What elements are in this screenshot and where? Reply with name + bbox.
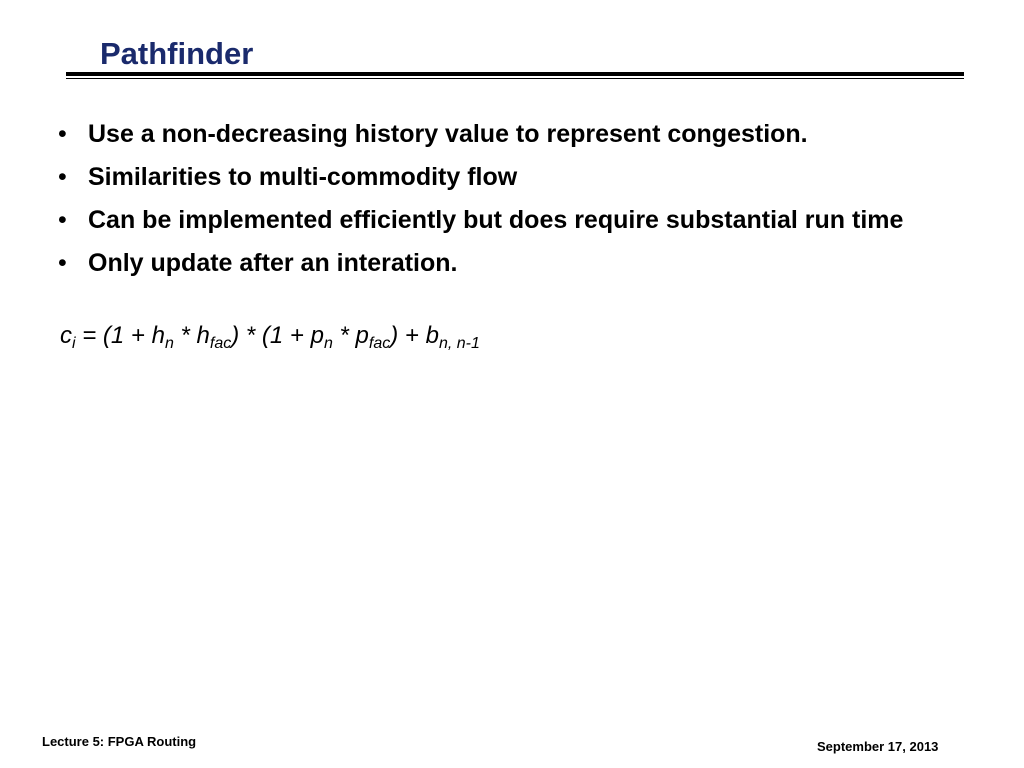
formula-part-mul2: * p (332, 322, 369, 349)
cost-formula (60, 318, 480, 362)
bullet-text: Similarities to multi-commodity flow (88, 163, 518, 191)
bullet-text: Can be implemented efficiently but does require substantial run time (88, 206, 904, 234)
bullet-icon: • (58, 249, 67, 277)
bullet-icon: • (58, 206, 67, 234)
footer-date: September 17, 2013 (817, 739, 939, 754)
formula-part-mul1: * h (173, 322, 210, 349)
formula-sub-end: n, n-1 (438, 335, 480, 352)
title-divider (66, 72, 964, 76)
formula-sub-fac2: fac (368, 335, 391, 352)
list-item (58, 114, 903, 157)
list-item (58, 200, 903, 243)
bullet-list (58, 114, 903, 286)
page-title: Pathfinder (100, 36, 254, 71)
formula-part-open: = (1 + h (75, 322, 165, 349)
formula-c: c (60, 322, 72, 349)
formula-sub-n1: n (164, 335, 174, 352)
list-item (58, 243, 903, 286)
formula-sub-n2: n (323, 335, 333, 352)
formula-sub-fac1: fac (209, 335, 232, 352)
footer-lecture: Lecture 5: FPGA Routing (42, 734, 197, 749)
list-item (58, 157, 903, 200)
title-divider-thin (66, 78, 964, 79)
bullet-icon: • (58, 120, 67, 148)
formula-sub-i: i (72, 335, 76, 352)
bullet-text: Use a non-decreasing history value to represent congestion. (88, 120, 808, 148)
formula-part-plus-b: ) + b (390, 322, 439, 349)
formula-part-mid: ) * (1 + p (231, 322, 324, 349)
bullet-icon: • (58, 163, 67, 191)
bullet-text: Only update after an interation. (88, 249, 458, 277)
